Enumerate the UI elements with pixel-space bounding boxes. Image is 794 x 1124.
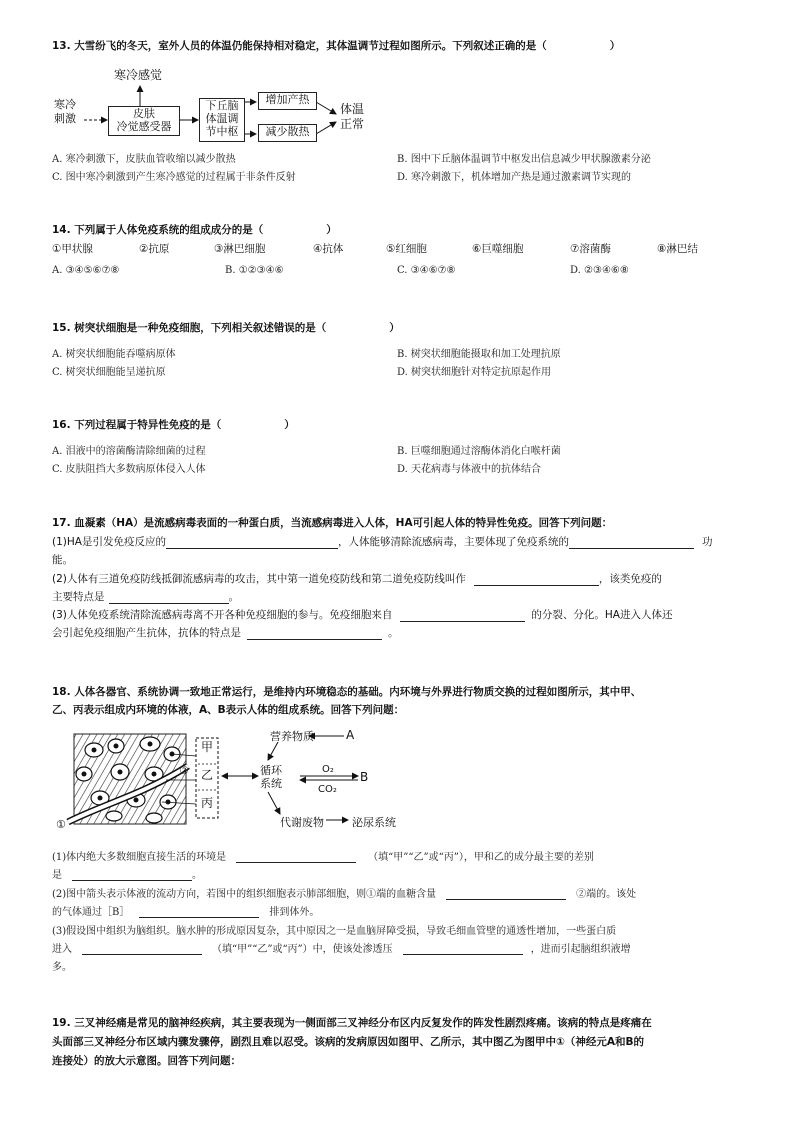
q19-line3: 连接处）的放大示意图。回答下列问题： — [52, 1055, 241, 1067]
q18-p1-text-c: 是 — [52, 870, 62, 881]
skin-receptor-box: 皮肤 冷觉感受器 — [108, 106, 180, 136]
q18-p1-text-d: 。 — [192, 870, 202, 881]
q18-p3-text-c: （填“甲”“乙”或“丙”）中，使该处渗透压 — [212, 944, 393, 955]
q18-part2-line2 — [52, 903, 319, 918]
q17-blank-6[interactable] — [247, 628, 382, 640]
q15-option-b[interactable]: B. 树突状细胞能摄取和加工处理抗原 — [397, 349, 561, 360]
q17-blank-3[interactable] — [474, 574, 599, 586]
cold-stimulus-label: 寒冷 刺激 — [54, 98, 76, 125]
q15-option-a[interactable]: A. 树突状细胞能吞噬病原体 — [52, 349, 176, 360]
q18-p3-text-e: 多。 — [52, 962, 72, 973]
q17-p2-text-d: 。 — [228, 591, 239, 603]
q18-p3-text-b: 进入 — [52, 944, 72, 955]
q17-stem: 17. 血凝素（HA）是流感病毒表面的一种蛋白质，当流感病毒进入人体，HA可引起人体的特异性免疫。回答下列问题： — [52, 517, 613, 529]
q13-stem: 13. 大雪纷飞的冬天，室外人员的体温仍能保持相对稳定，其体温调节过程如图所示。下列叙述正确的是（ ） — [52, 40, 621, 52]
increase-heat-box: 增加产热 — [258, 92, 317, 110]
hypothalamus-center-box: 下丘脑 体温调 节中枢 — [199, 98, 245, 142]
q16-option-a[interactable]: A. 泪液中的溶菌酶清除细菌的过程 — [52, 446, 206, 457]
q13-option-a[interactable]: A. 寒冷刺激下，皮肤血管收缩以减少散热 — [52, 154, 236, 165]
q17-p1-text-b: ，人体能够清除流感病毒，主要体现了免疫系统的 — [337, 536, 569, 548]
q17-part2-line1 — [52, 571, 662, 586]
q15-option-d[interactable]: D. 树突状细胞针对特定抗原起作用 — [397, 367, 552, 378]
circulation-system-label: 循环 系统 — [260, 764, 282, 790]
q17-p3-text-b: 的分裂、分化。HA进入人体还 — [531, 609, 673, 621]
q18-p2-text-d: 排到体外。 — [269, 907, 320, 918]
decrease-heat-box: 减少散热 — [258, 124, 317, 142]
q13-option-c[interactable]: C. 图中寒冷刺激到产生寒冷感觉的过程属于非条件反射 — [52, 172, 296, 183]
fluid-jia-label: 甲 — [201, 740, 214, 754]
q17-part3-line2 — [52, 625, 399, 640]
q14-item-5: ⑤红细胞 — [386, 243, 427, 255]
urinary-system-label: 泌尿系统 — [352, 816, 396, 829]
q15-stem: 15. 树突状细胞是一种免疫细胞，下列相关叙述错误的是（ ） — [52, 322, 400, 334]
cold-feeling-label: 寒冷感觉 — [114, 68, 163, 82]
nutrients-label: 营养物质 — [270, 730, 314, 743]
fluid-yi-label: 乙 — [201, 768, 214, 782]
q18-part1-line1 — [52, 848, 594, 863]
q14-item-1: ①甲状腺 — [52, 243, 93, 255]
q18-stem-line2: 乙、丙表示组成内环境的体液，A、B表示人体的组成系统。回答下列问题： — [52, 704, 405, 716]
q17-part3-line1 — [52, 607, 672, 622]
q17-p2-text-c: 主要特点是 — [52, 591, 105, 603]
system-a-label: A — [346, 728, 355, 742]
q19-line1: 19. 三叉神经痛是常见的脑神经疾病，其主要表现为一侧面部三叉神经分布区内反复发作的阵发性剧烈疼痛。该病的特点是疼痛在 — [52, 1017, 652, 1029]
q18-diagram — [54, 724, 434, 834]
q18-p1-text-a: (1)体内绝大多数细胞直接生活的环境是 — [52, 852, 227, 863]
q17-blank-5[interactable] — [400, 610, 525, 622]
q14-item-3: ③淋巴细胞 — [214, 243, 266, 255]
q17-p2-text-b: ，该类免疫的 — [598, 573, 662, 585]
q14-item-8: ⑧淋巴结 — [657, 243, 698, 255]
co2-label: CO₂ — [318, 784, 337, 795]
q17-p1-text-d: 能。 — [52, 554, 73, 566]
waste-label: 代谢废物 — [280, 816, 324, 829]
q14-option-a[interactable]: A. ③④⑤⑥⑦⑧ — [52, 265, 120, 276]
q18-blank-2[interactable] — [72, 869, 192, 881]
q13-diagram — [54, 62, 384, 144]
q18-blank-1[interactable] — [236, 851, 356, 863]
q16-option-c[interactable]: C. 皮肤阻挡大多数病原体侵入人体 — [52, 464, 206, 475]
q18-part1-line2 — [52, 866, 202, 881]
q18-p3-text-d: ，进而引起脑组织液增 — [530, 944, 631, 955]
q16-option-b[interactable]: B. 巨噬细胞通过溶酶体消化白喉杆菌 — [397, 446, 561, 457]
o2-label: O₂ — [322, 764, 334, 775]
q18-p2-text-a: (2)图中箭头表示体液的流动方向，若图中的组织细胞表示肺部细胞，则①端的血糖含量 — [52, 889, 437, 900]
q18-p2-text-b: ②端的。该处 — [576, 889, 637, 900]
q16-option-d[interactable]: D. 天花病毒与体液中的抗体结合 — [397, 464, 542, 475]
q14-item-4: ④抗体 — [313, 243, 344, 255]
end-2-label: ② — [179, 764, 189, 777]
q18-p2-text-c: 的气体通过［B］ — [52, 907, 130, 918]
q14-item-2: ②抗原 — [139, 243, 170, 255]
q16-stem: 16. 下列过程属于特异性免疫的是（ ） — [52, 419, 295, 431]
end-1-label: ① — [56, 818, 66, 831]
q13-option-d[interactable]: D. 寒冷刺激下，机体增加产热是通过激素调节实现的 — [397, 172, 632, 183]
q18-p1-text-b: （填“甲”“乙”或“丙”），甲和乙的成分最主要的差别 — [368, 852, 594, 863]
q17-p3-text-a: (3)人体免疫系统清除流感病毒离不开各种免疫细胞的参与。免疫细胞来自 — [52, 609, 393, 621]
q17-p3-text-c: 会引起免疫细胞产生抗体，抗体的特点是 — [52, 627, 241, 639]
q14-item-7: ⑦溶菌酶 — [570, 243, 611, 255]
q17-blank-1[interactable] — [166, 537, 338, 549]
q15-option-c[interactable]: C. 树突状细胞能呈递抗原 — [52, 367, 166, 378]
q18-part3-line2 — [52, 940, 631, 955]
q18-blank-4[interactable] — [139, 906, 259, 918]
q17-p2-text-a: (2)人体有三道免疫防线抵御流感病毒的攻击，其中第一道免疫防线和第二道免疫防线叫作 — [52, 573, 466, 585]
q18-part2-line1 — [52, 885, 636, 900]
q17-p1-text-c: 功 — [701, 536, 713, 548]
q17-p3-text-d: 。 — [388, 627, 399, 639]
q18-blank-6[interactable] — [403, 943, 523, 955]
q14-stem: 14. 下列属于人体免疫系统的组成成分的是（ ） — [52, 224, 337, 236]
q14-option-b[interactable]: B. ①②③④⑥ — [225, 265, 284, 276]
q18-blank-3[interactable] — [446, 888, 566, 900]
q17-blank-4[interactable] — [109, 592, 229, 604]
q13-option-b[interactable]: B. 图中下丘脑体温调节中枢发出信息减少甲状腺激素分泌 — [397, 154, 651, 165]
q18-p3-text-a: (3)假设图中组织为脑组织。脑水肿的形成原因复杂，其中原因之一是血脑屏障受损，导致毛细血管壁的通透性增加，一些蛋白质 — [52, 926, 617, 937]
q18-blank-5[interactable] — [82, 943, 202, 955]
q17-blank-2[interactable] — [569, 537, 694, 549]
q14-option-c[interactable]: C. ③④⑥⑦⑧ — [397, 265, 456, 276]
q14-option-d[interactable]: D. ②③④⑥⑧ — [570, 265, 629, 276]
q18-stem-line1: 18. 人体各器官、系统协调一致地正常运行，是维持内环境稳态的基础。内环境与外界进行物质交换的过程如图所示，其中甲、 — [52, 686, 642, 698]
system-b-label: B — [360, 770, 369, 784]
q17-part1-line1 — [52, 534, 712, 549]
q19-line2: 头面部三叉神经分布区域内骤发骤停，剧烈且难以忍受。该病的发病原因如图甲、乙所示，其中图乙为图甲中①（神经元A和B的 — [52, 1036, 645, 1048]
normal-temp-label: 体温 正常 — [340, 102, 365, 131]
q14-item-6: ⑥巨噬细胞 — [472, 243, 524, 255]
q17-part2-line2 — [52, 589, 239, 604]
fluid-bing-label: 丙 — [201, 796, 214, 810]
q17-p1-text-a: (1)HA是引发免疫反应的 — [52, 536, 166, 548]
